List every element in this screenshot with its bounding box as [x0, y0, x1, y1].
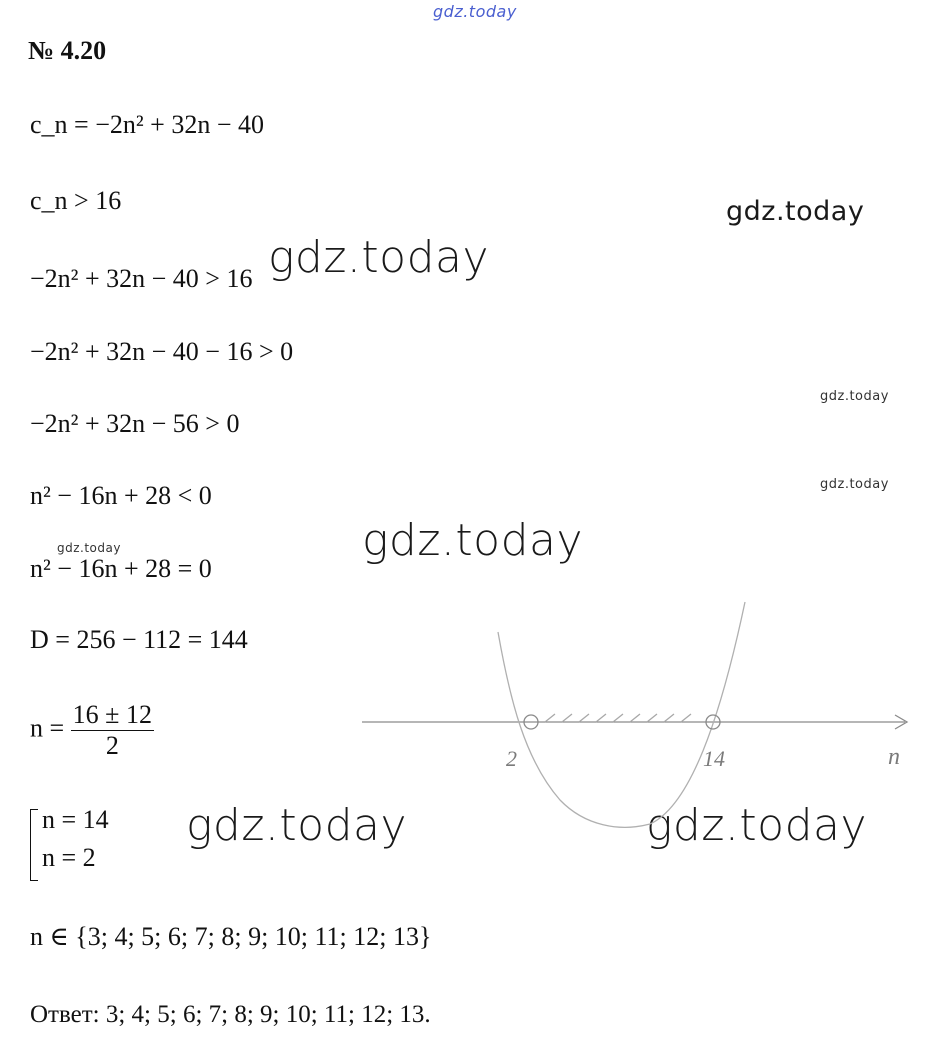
equation-line: c_n = −2n² + 32n − 40 [30, 110, 264, 139]
axis-label: n [888, 744, 900, 770]
problem-title: № 4.20 [28, 36, 107, 65]
watermark: gdz.today [268, 232, 490, 283]
watermark: gdz.today [362, 515, 584, 566]
equation-line: n² − 16n + 28 = 0 [30, 554, 212, 583]
watermark-top: gdz.today [433, 2, 517, 21]
equation-line: n² − 16n + 28 < 0 [30, 481, 212, 510]
system-row: n = 14 [42, 805, 109, 834]
watermark: gdz.today [726, 196, 865, 227]
watermark: gdz.today [186, 800, 408, 851]
system-row: n = 2 [42, 843, 96, 872]
watermark: gdz.today [57, 541, 121, 555]
equation-line: −2n² + 32n − 56 > 0 [30, 409, 240, 438]
root-label-left: 2 [506, 746, 517, 771]
hatching [545, 714, 691, 722]
answer-line: Ответ: 3; 4; 5; 6; 7; 8; 9; 10; 11; 12; 13. [30, 1001, 431, 1028]
solution-set-line: n ∈ {3; 4; 5; 6; 7; 8; 9; 10; 11; 12; 13} [30, 922, 432, 951]
fraction-numerator: 16 ± 12 [72, 700, 152, 729]
watermark: gdz.today [646, 800, 868, 851]
equation-line: −2n² + 32n − 40 > 16 [30, 264, 253, 293]
watermark: gdz.today [820, 477, 889, 492]
equation-line: −2n² + 32n − 40 − 16 > 0 [30, 337, 294, 366]
discriminant-line: D = 256 − 112 = 144 [30, 625, 248, 654]
fraction-denominator: 2 [105, 731, 119, 760]
roots-formula-lhs: n = [30, 713, 65, 743]
watermark: gdz.today [820, 389, 889, 404]
root-label-right: 14 [703, 746, 725, 771]
equation-line: c_n > 16 [30, 186, 122, 215]
